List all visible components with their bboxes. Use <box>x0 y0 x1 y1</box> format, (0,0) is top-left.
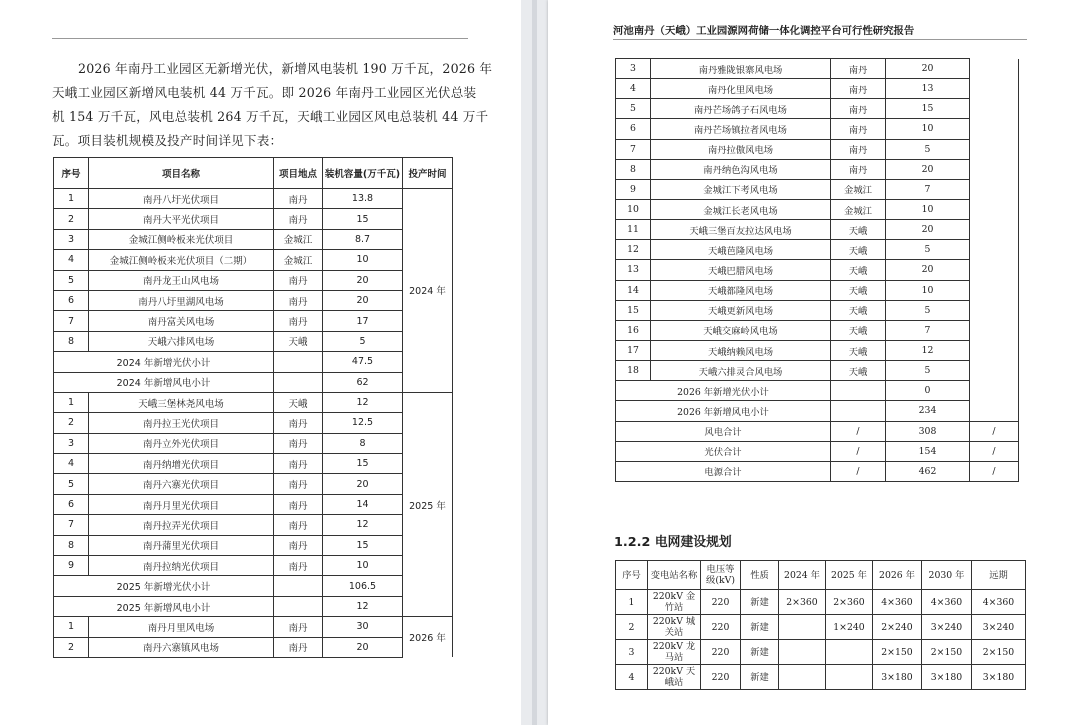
project-capacity: 15 <box>323 209 403 229</box>
grid-cell-y2024 <box>779 640 826 665</box>
project-location: 南丹 <box>274 209 323 229</box>
col-header: 性质 <box>741 561 779 590</box>
project-capacity: 8 <box>323 433 403 453</box>
project-name: 天峨巴腊风电场 <box>651 260 831 280</box>
project-location: 天峨 <box>831 280 886 300</box>
project-name: 金城江长老风电场 <box>651 199 831 219</box>
table-row <box>54 576 453 596</box>
grid-cell-type: 新建 <box>741 615 779 640</box>
row-number: 1 <box>54 392 89 412</box>
grid-cell-y2026: 4×360 <box>873 590 922 615</box>
project-capacity: 10 <box>886 280 970 300</box>
project-capacity: 20 <box>886 220 970 240</box>
project-name: 南丹化里风电场 <box>651 79 831 99</box>
empty-cell <box>274 576 323 596</box>
table-row <box>54 392 453 412</box>
total-label: 风电合计 <box>616 421 831 441</box>
project-name: 南丹芒场鸽子石风电场 <box>651 99 831 119</box>
project-capacity: 7 <box>886 179 970 199</box>
total-slash: / <box>831 441 886 461</box>
col-header: 装机容量(万千瓦) <box>323 158 403 189</box>
col-header: 项目名称 <box>89 158 274 189</box>
grid-cell-y2030: 2×150 <box>922 640 972 665</box>
project-name: 天峨纳赖风电场 <box>651 340 831 360</box>
project-location: 南丹 <box>274 311 323 331</box>
table-row <box>616 361 1019 381</box>
grid-cell-type: 新建 <box>741 665 779 690</box>
col-header: 2024 年 <box>779 561 826 590</box>
row-number: 6 <box>616 119 651 139</box>
col-header: 变电站名称 <box>648 561 701 590</box>
section-heading: 1.2.2 电网建设规划 <box>614 535 732 550</box>
grid-cell-no: 1 <box>616 590 648 615</box>
project-location: 南丹 <box>274 494 323 514</box>
table-row <box>616 561 1026 590</box>
project-location: 南丹 <box>274 290 323 310</box>
table-row <box>54 596 453 616</box>
row-number: 9 <box>616 179 651 199</box>
subtotal-label: 2025 年新增风电小计 <box>54 596 274 616</box>
project-location: 南丹 <box>274 413 323 433</box>
subtotal-label: 2026 年新增风电小计 <box>616 401 831 421</box>
project-name: 南丹纳色沟风电场 <box>651 159 831 179</box>
table-row <box>54 189 453 209</box>
table-row <box>54 209 453 229</box>
subtotal-value: 47.5 <box>323 352 403 372</box>
project-name: 南丹拉弄光伏项目 <box>89 515 274 535</box>
project-name: 南丹八圩光伏项目 <box>89 189 274 209</box>
project-capacity: 5 <box>886 240 970 260</box>
col-header: 2025 年 <box>826 561 873 590</box>
grid-cell-far: 2×150 <box>972 640 1026 665</box>
row-number: 18 <box>616 361 651 381</box>
project-name: 南丹立外光伏项目 <box>89 433 274 453</box>
grid-cell-y2024: 2×360 <box>779 590 826 615</box>
project-location: 南丹 <box>274 433 323 453</box>
project-capacity-table-continued <box>615 58 1019 482</box>
project-name: 南丹六寨镇风电场 <box>89 637 274 657</box>
grid-cell-y2026: 3×180 <box>873 665 922 690</box>
project-name: 天峨交麻岭风电场 <box>651 320 831 340</box>
project-name: 天峨三堡林尧风电场 <box>89 392 274 412</box>
row-number: 2 <box>54 413 89 433</box>
table-row <box>54 270 453 290</box>
row-number: 4 <box>616 79 651 99</box>
empty-cell <box>274 596 323 616</box>
grid-cell-y2025 <box>826 640 873 665</box>
table-row <box>54 352 453 372</box>
table-row <box>616 665 1026 690</box>
row-number: 7 <box>616 139 651 159</box>
grid-cell-y2025: 1×240 <box>826 615 873 640</box>
project-capacity: 5 <box>886 300 970 320</box>
project-location: 南丹 <box>274 474 323 494</box>
table-row <box>616 401 1019 421</box>
paragraph-line: 机 154 万千瓦，风电总装机 264 万千瓦，天峨工业园区风电总装机 44 万千 <box>52 109 489 124</box>
project-location: 南丹 <box>274 515 323 535</box>
project-capacity: 20 <box>886 59 970 79</box>
row-number: 2 <box>54 637 89 657</box>
grid-cell-far: 3×180 <box>972 665 1026 690</box>
table-row <box>54 290 453 310</box>
commission-year: 2026 年 <box>403 617 453 658</box>
table-row <box>54 617 453 637</box>
table-row <box>54 413 453 433</box>
project-location: 南丹 <box>831 59 886 79</box>
commission-year: 2025 年 <box>403 392 453 616</box>
project-capacity: 14 <box>323 494 403 514</box>
project-location: 南丹 <box>831 99 886 119</box>
row-number: 7 <box>54 515 89 535</box>
table-row <box>616 199 1019 219</box>
subtotal-value: 106.5 <box>323 576 403 596</box>
project-location: 南丹 <box>274 189 323 209</box>
table-row <box>616 381 1019 401</box>
grid-cell-type: 新建 <box>741 640 779 665</box>
project-capacity: 20 <box>886 260 970 280</box>
project-name: 南丹月里光伏项目 <box>89 494 274 514</box>
grid-cell-no: 3 <box>616 640 648 665</box>
running-header: 河池南丹（天峨）工业园源网荷储一体化调控平台可行性研究报告 <box>613 25 915 37</box>
project-location: 天峨 <box>831 220 886 240</box>
row-number: 3 <box>54 229 89 249</box>
row-number: 16 <box>616 320 651 340</box>
project-capacity: 13.8 <box>323 189 403 209</box>
grid-cell-name: 220kV 天峨站 <box>648 665 701 690</box>
project-capacity: 5 <box>886 139 970 159</box>
project-name: 南丹拉王光伏项目 <box>89 413 274 433</box>
col-header: 序号 <box>54 158 89 189</box>
body-paragraph <box>52 57 493 153</box>
row-number: 8 <box>54 331 89 351</box>
total-label: 电源合计 <box>616 461 831 481</box>
vertical-scrollbar[interactable] <box>532 0 537 725</box>
project-location: 天峨 <box>831 260 886 280</box>
row-number: 3 <box>54 433 89 453</box>
col-header: 2026 年 <box>873 561 922 590</box>
row-number: 11 <box>616 220 651 240</box>
project-location: 天峨 <box>274 392 323 412</box>
project-capacity-table <box>53 157 453 658</box>
subtotal-label: 2026 年新增光伏小计 <box>616 381 831 401</box>
subtotal-value: 12 <box>323 596 403 616</box>
table-row <box>616 119 1019 139</box>
project-capacity: 30 <box>323 617 403 637</box>
table-row <box>616 139 1019 159</box>
project-capacity: 13 <box>886 79 970 99</box>
table-row <box>54 494 453 514</box>
project-name: 南丹雅陇银寨风电场 <box>651 59 831 79</box>
row-number: 6 <box>54 494 89 514</box>
table-row <box>616 99 1019 119</box>
table-row <box>616 240 1019 260</box>
col-header: 2030 年 <box>922 561 972 590</box>
project-location: 南丹 <box>274 617 323 637</box>
project-location: 天峨 <box>831 340 886 360</box>
empty-cell <box>274 352 323 372</box>
project-name: 南丹八圩里湖风电场 <box>89 290 274 310</box>
table-row <box>616 441 1019 461</box>
project-capacity: 20 <box>323 290 403 310</box>
project-name: 天峨六排灵合风电场 <box>651 361 831 381</box>
project-location: 南丹 <box>274 454 323 474</box>
project-name: 南丹蒲里光伏项目 <box>89 535 274 555</box>
row-number: 7 <box>54 311 89 331</box>
row-number: 6 <box>54 290 89 310</box>
total-slash: / <box>970 461 1019 481</box>
project-name: 南丹纳增光伏项目 <box>89 454 274 474</box>
row-number: 5 <box>54 474 89 494</box>
project-capacity: 10 <box>886 119 970 139</box>
row-number: 12 <box>616 240 651 260</box>
row-number: 1 <box>54 617 89 637</box>
project-location: 天峨 <box>274 331 323 351</box>
total-slash: / <box>831 461 886 481</box>
grid-cell-no: 2 <box>616 615 648 640</box>
project-location: 南丹 <box>274 556 323 576</box>
project-name: 天峨更新风电场 <box>651 300 831 320</box>
row-number: 4 <box>54 250 89 270</box>
grid-cell-name: 220kV 龙马站 <box>648 640 701 665</box>
col-header: 远期 <box>972 561 1026 590</box>
table-row <box>616 300 1019 320</box>
table-row <box>54 637 453 657</box>
table-row <box>616 320 1019 340</box>
total-slash: / <box>970 441 1019 461</box>
grid-cell-kv: 220 <box>701 590 741 615</box>
row-number: 9 <box>54 556 89 576</box>
row-number: 14 <box>616 280 651 300</box>
project-capacity: 10 <box>323 250 403 270</box>
grid-cell-y2026: 2×150 <box>873 640 922 665</box>
project-name: 金城江侧岭板来光伏项目 <box>89 229 274 249</box>
table-row <box>616 220 1019 240</box>
grid-cell-kv: 220 <box>701 640 741 665</box>
subtotal-label: 2024 年新增光伏小计 <box>54 352 274 372</box>
row-number: 10 <box>616 199 651 219</box>
project-location: 天峨 <box>831 240 886 260</box>
project-name: 南丹月里风电场 <box>89 617 274 637</box>
project-name: 南丹大平光伏项目 <box>89 209 274 229</box>
project-location: 南丹 <box>274 535 323 555</box>
subtotal-value: 0 <box>886 381 970 401</box>
table-row <box>54 474 453 494</box>
grid-cell-y2025 <box>826 665 873 690</box>
table-row <box>616 79 1019 99</box>
row-number: 13 <box>616 260 651 280</box>
table-row <box>54 372 453 392</box>
table-row <box>616 179 1019 199</box>
project-capacity: 7 <box>886 320 970 340</box>
total-value: 154 <box>886 441 970 461</box>
grid-cell-y2030: 3×180 <box>922 665 972 690</box>
col-header: 电压等级(kV) <box>701 561 741 590</box>
total-slash: / <box>831 421 886 441</box>
project-capacity: 20 <box>886 159 970 179</box>
table-row <box>54 229 453 249</box>
col-header: 投产时间 <box>403 158 453 189</box>
header-rule <box>613 39 1027 40</box>
project-location: 南丹 <box>831 79 886 99</box>
project-name: 南丹富关风电场 <box>89 311 274 331</box>
project-name: 南丹拉傲风电场 <box>651 139 831 159</box>
grid-cell-y2024 <box>779 665 826 690</box>
subtotal-value: 234 <box>886 401 970 421</box>
grid-cell-far: 4×360 <box>972 590 1026 615</box>
project-name: 金城江侧岭板来光伏项目（二期） <box>89 250 274 270</box>
empty-cell <box>274 372 323 392</box>
col-header: 项目地点 <box>274 158 323 189</box>
project-location: 金城江 <box>831 199 886 219</box>
table-row <box>54 311 453 331</box>
project-location: 金城江 <box>274 250 323 270</box>
project-capacity: 12 <box>323 392 403 412</box>
grid-cell-kv: 220 <box>701 615 741 640</box>
grid-cell-y2030: 4×360 <box>922 590 972 615</box>
empty-cell <box>831 381 886 401</box>
subtotal-label: 2024 年新增风电小计 <box>54 372 274 392</box>
total-value: 308 <box>886 421 970 441</box>
table-row <box>616 640 1026 665</box>
table-row <box>54 556 453 576</box>
project-location: 南丹 <box>831 159 886 179</box>
col-header: 序号 <box>616 561 648 590</box>
project-capacity: 15 <box>886 99 970 119</box>
table-row <box>616 280 1019 300</box>
grid-cell-name: 220kV 金竹站 <box>648 590 701 615</box>
row-number: 3 <box>616 59 651 79</box>
project-location: 天峨 <box>831 300 886 320</box>
project-location: 南丹 <box>831 119 886 139</box>
project-capacity: 5 <box>886 361 970 381</box>
paragraph-line: 天峨工业园区新增风电装机 44 万千瓦。即 2026 年南丹工业园区光伏总装 <box>52 85 477 100</box>
table-row <box>54 250 453 270</box>
grid-construction-table <box>615 560 1026 690</box>
empty-cell <box>831 401 886 421</box>
project-location: 南丹 <box>274 637 323 657</box>
project-capacity: 12.5 <box>323 413 403 433</box>
project-name: 天峨芭隆风电场 <box>651 240 831 260</box>
table-row <box>616 340 1019 360</box>
table-row <box>616 461 1019 481</box>
project-capacity: 20 <box>323 270 403 290</box>
table-row <box>54 535 453 555</box>
project-capacity: 5 <box>323 331 403 351</box>
row-number: 1 <box>54 189 89 209</box>
grid-cell-y2026: 2×240 <box>873 615 922 640</box>
row-number: 17 <box>616 340 651 360</box>
total-slash: / <box>970 421 1019 441</box>
project-capacity: 20 <box>323 474 403 494</box>
row-number: 4 <box>54 454 89 474</box>
project-location: 金城江 <box>831 179 886 199</box>
project-location: 南丹 <box>831 139 886 159</box>
table-row <box>616 260 1019 280</box>
project-name: 南丹芒场镇拉者风电场 <box>651 119 831 139</box>
grid-cell-far: 3×240 <box>972 615 1026 640</box>
grid-cell-no: 4 <box>616 665 648 690</box>
commission-year-continued <box>970 59 1019 422</box>
table-row <box>616 615 1026 640</box>
grid-cell-y2025: 2×360 <box>826 590 873 615</box>
row-number: 5 <box>54 270 89 290</box>
row-number: 2 <box>54 209 89 229</box>
project-name: 南丹六寨光伏项目 <box>89 474 274 494</box>
table-row <box>616 59 1019 79</box>
total-label: 光伏合计 <box>616 441 831 461</box>
row-number: 5 <box>616 99 651 119</box>
project-location: 天峨 <box>831 320 886 340</box>
grid-cell-kv: 220 <box>701 665 741 690</box>
project-name: 天峨三堡百友拉达风电场 <box>651 220 831 240</box>
project-capacity: 12 <box>323 515 403 535</box>
project-location: 南丹 <box>274 270 323 290</box>
top-rule-left <box>52 38 468 39</box>
table-row <box>616 159 1019 179</box>
project-name: 南丹龙王山风电场 <box>89 270 274 290</box>
project-location: 天峨 <box>831 361 886 381</box>
subtotal-label: 2025 年新增光伏小计 <box>54 576 274 596</box>
row-number: 8 <box>54 535 89 555</box>
project-capacity: 20 <box>323 637 403 657</box>
project-name: 天峨六排风电场 <box>89 331 274 351</box>
grid-cell-y2030: 3×240 <box>922 615 972 640</box>
table-row <box>54 515 453 535</box>
project-capacity: 17 <box>323 311 403 331</box>
project-capacity: 10 <box>323 556 403 576</box>
grid-cell-y2024 <box>779 615 826 640</box>
project-location: 金城江 <box>274 229 323 249</box>
table-row <box>54 331 453 351</box>
project-name: 金城江下考风电场 <box>651 179 831 199</box>
project-capacity: 8.7 <box>323 229 403 249</box>
table-row <box>616 590 1026 615</box>
project-capacity: 12 <box>886 340 970 360</box>
row-number: 8 <box>616 159 651 179</box>
grid-cell-name: 220kV 城关站 <box>648 615 701 640</box>
project-capacity: 15 <box>323 535 403 555</box>
table-row <box>616 421 1019 441</box>
project-capacity: 15 <box>323 454 403 474</box>
paragraph-line: 瓦。项目装机规模及投产时间详见下表： <box>52 133 283 148</box>
grid-cell-type: 新建 <box>741 590 779 615</box>
commission-year: 2024 年 <box>403 189 453 393</box>
paragraph-line: 2026 年南丹工业园区无新增光伏，新增风电装机 190 万千瓦，2026 年 <box>78 61 493 76</box>
table-row <box>54 433 453 453</box>
table-row <box>54 454 453 474</box>
project-name: 南丹拉纳光伏项目 <box>89 556 274 576</box>
project-capacity: 10 <box>886 199 970 219</box>
row-number: 15 <box>616 300 651 320</box>
subtotal-value: 62 <box>323 372 403 392</box>
total-value: 462 <box>886 461 970 481</box>
project-name: 天峨都隆风电场 <box>651 280 831 300</box>
